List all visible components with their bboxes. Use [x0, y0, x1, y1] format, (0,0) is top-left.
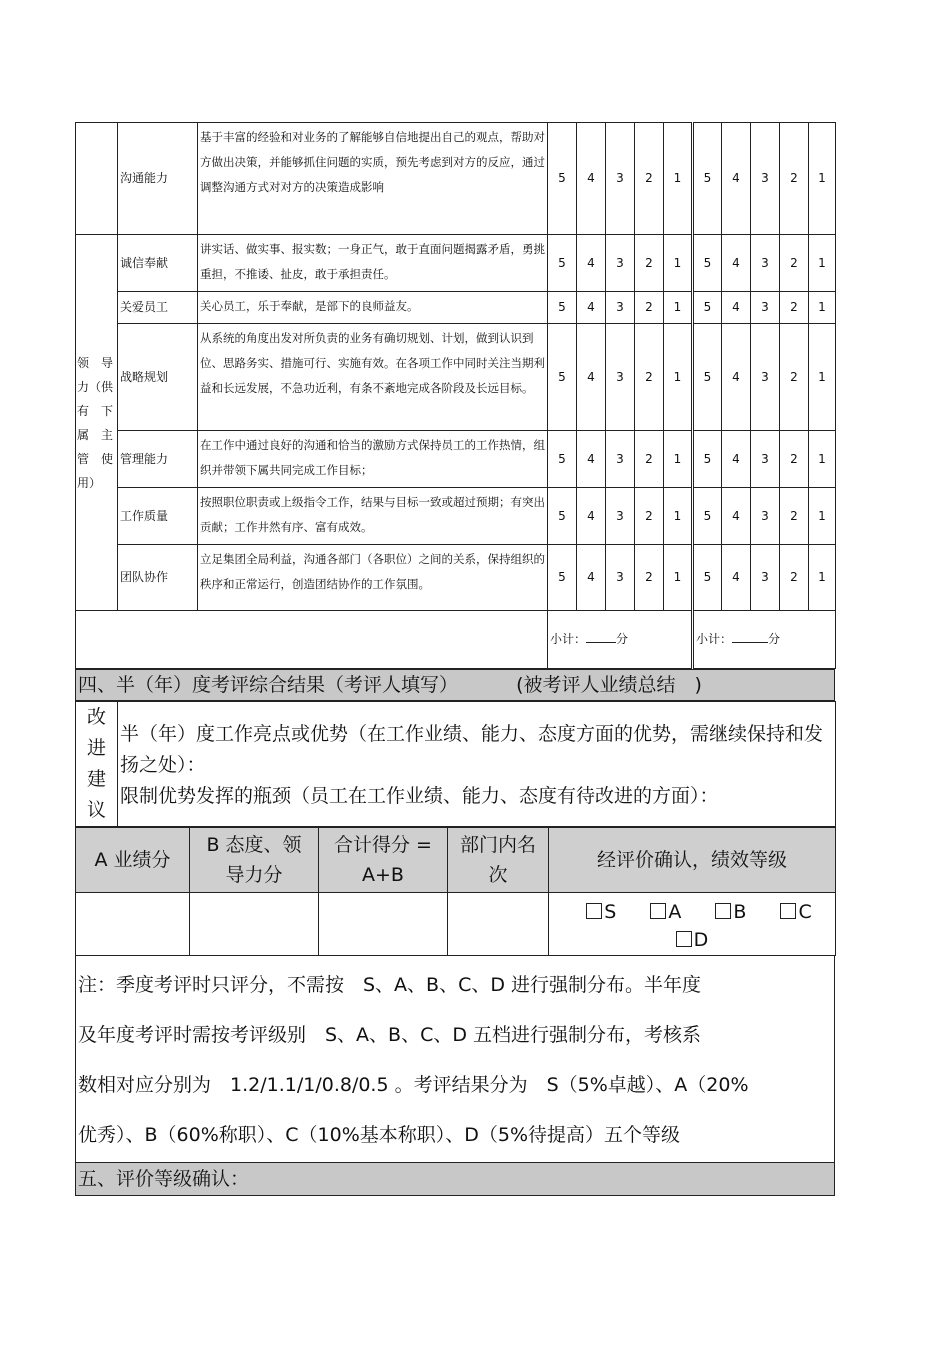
grade-label: S [604, 901, 617, 923]
subtotal-blank [76, 611, 548, 669]
subtotal-unit: 分 [768, 632, 781, 647]
blank-line[interactable] [586, 630, 616, 643]
score-option[interactable]: 5 [548, 235, 577, 292]
checkbox[interactable] [780, 903, 796, 919]
category-line: 领 导 [77, 355, 114, 370]
rating-row [76, 235, 836, 292]
score-option[interactable]: 2 [780, 292, 809, 324]
score-option[interactable]: 2 [635, 235, 664, 292]
category-leadership [76, 235, 118, 611]
section4-title [75, 669, 835, 701]
score-option[interactable]: 5 [693, 235, 722, 292]
score-option[interactable]: 1 [664, 292, 693, 324]
score-option[interactable]: 5 [548, 292, 577, 324]
score-option[interactable]: 4 [577, 488, 606, 545]
subtotal-unit: 分 [616, 632, 629, 647]
score-option[interactable]: 5 [693, 324, 722, 431]
score-option[interactable]: 5 [693, 292, 722, 324]
score-option[interactable]: 4 [722, 123, 751, 235]
score-option[interactable]: 3 [751, 431, 780, 488]
score-option[interactable]: 3 [606, 488, 635, 545]
criterion-description: 讲实话、做实事、报实数；一身正气，敢于直面问题揭露矛盾，勇挑重担，不推诿、扯皮，敢于承担责任。 [198, 235, 548, 292]
criterion-description: 在工作中通过良好的沟通和恰当的激励方式保持员工的工作热情，组织并带领下属共同完成工作目标； [198, 431, 548, 488]
criterion-name: 工作质量 [118, 488, 198, 545]
score-option[interactable]: 3 [606, 292, 635, 324]
score-option[interactable]: 1 [809, 292, 836, 324]
improve-text-cell[interactable] [118, 702, 836, 827]
score-option[interactable]: 3 [606, 431, 635, 488]
bottleneck-text: 限制优势发挥的瓶颈（员工在工作业绩、能力、态度有待改进的方面）： [120, 785, 719, 807]
score-option[interactable]: 1 [809, 324, 836, 431]
checkbox[interactable] [715, 903, 731, 919]
section5-title: 五、评价等级确认： [75, 1163, 835, 1196]
score-option[interactable]: 1 [664, 235, 693, 292]
subtotal-self[interactable] [548, 611, 693, 669]
checkbox[interactable] [676, 931, 692, 947]
subtotal-label: 小计： [696, 632, 733, 647]
criterion-name: 诚信奉献 [118, 235, 198, 292]
score-option[interactable]: 4 [722, 292, 751, 324]
checkbox[interactable] [586, 903, 602, 919]
category-line: 用） [77, 475, 102, 490]
score-option[interactable]: 5 [693, 431, 722, 488]
grade-option-s[interactable] [586, 901, 616, 923]
score-option[interactable]: 3 [751, 292, 780, 324]
criterion-name: 关爱员工 [118, 292, 198, 324]
subtotal-label: 小计： [550, 632, 587, 647]
improve-label-char: 改 [86, 706, 106, 728]
rating-row [76, 324, 836, 431]
grade-label: D [693, 929, 709, 951]
score-option[interactable]: 3 [606, 545, 635, 611]
note-line: 注：季度考评时只评分，不需按 S、A、B、C、D 进行强制分布。半年度 [78, 974, 702, 996]
score-option[interactable]: 4 [577, 292, 606, 324]
score-option[interactable]: 4 [577, 235, 606, 292]
score-option[interactable]: 2 [780, 545, 809, 611]
blank-line[interactable] [732, 630, 768, 643]
score-option[interactable]: 1 [809, 235, 836, 292]
score-option[interactable]: 4 [722, 488, 751, 545]
score-option[interactable]: 2 [635, 123, 664, 235]
rating-row [76, 123, 836, 235]
score-option[interactable]: 2 [635, 488, 664, 545]
criterion-description: 按照职位职责或上级指令工作，结果与目标一致或超过预期；有突出贡献；工作井然有序、富有成效。 [198, 488, 548, 545]
category-line: 属 主 [77, 427, 114, 442]
header-grade: 经评价确认，绩效等级 [549, 828, 836, 893]
rating-row [76, 292, 836, 324]
score-option[interactable]: 2 [780, 324, 809, 431]
score-option[interactable]: 2 [780, 431, 809, 488]
score-option[interactable]: 1 [664, 324, 693, 431]
improve-label-char: 议 [86, 799, 106, 821]
subtotal-row [76, 611, 836, 669]
improve-label-char: 进 [86, 737, 106, 759]
score-option[interactable]: 2 [635, 292, 664, 324]
rank-field[interactable] [448, 893, 549, 956]
score-option[interactable]: 4 [577, 324, 606, 431]
section4-title-extra: (被考评人业绩总结 ) [516, 674, 702, 696]
total-field[interactable] [319, 893, 448, 956]
score-option[interactable]: 2 [635, 324, 664, 431]
grade-label: A [668, 901, 682, 923]
score-option[interactable]: 5 [548, 488, 577, 545]
score-option[interactable]: 5 [693, 123, 722, 235]
category-line: 管 使 [77, 451, 114, 466]
score-option[interactable]: 4 [577, 431, 606, 488]
score-option[interactable]: 4 [722, 431, 751, 488]
score-option[interactable]: 3 [751, 488, 780, 545]
score-option[interactable]: 4 [722, 545, 751, 611]
header-rank: 部门内名次 [448, 828, 549, 893]
score-option[interactable]: 4 [722, 235, 751, 292]
score-option[interactable]: 1 [664, 545, 693, 611]
score-option[interactable]: 2 [780, 123, 809, 235]
score-option[interactable]: 5 [548, 545, 577, 611]
grade-label: C [798, 901, 812, 923]
rating-table [75, 122, 836, 669]
grade-option-c[interactable] [780, 901, 811, 923]
score-option[interactable]: 5 [693, 488, 722, 545]
score-option[interactable]: 5 [548, 431, 577, 488]
grade-label: B [733, 901, 747, 923]
score-option[interactable]: 3 [606, 235, 635, 292]
improve-label [76, 702, 118, 827]
score-option[interactable]: 4 [577, 545, 606, 611]
b-score-field[interactable] [190, 893, 319, 956]
appraisal-form [75, 122, 835, 1196]
category-line: 力（供 [77, 379, 114, 394]
grade-option-b[interactable] [715, 901, 746, 923]
score-option[interactable]: 2 [780, 488, 809, 545]
criterion-name: 战略规划 [118, 324, 198, 431]
grading-note [75, 956, 835, 1163]
criterion-description: 关心员工，乐于奉献，是部下的良师益友。 [198, 292, 548, 324]
score-option[interactable]: 3 [751, 123, 780, 235]
a-score-field[interactable] [76, 893, 190, 956]
score-option[interactable]: 3 [751, 545, 780, 611]
score-option[interactable]: 1 [809, 431, 836, 488]
criterion-name: 沟通能力 [118, 123, 198, 235]
score-option[interactable]: 1 [809, 488, 836, 545]
rating-row [76, 545, 836, 611]
score-option[interactable]: 5 [548, 123, 577, 235]
score-option[interactable]: 3 [606, 123, 635, 235]
score-option[interactable]: 1 [809, 545, 836, 611]
score-option[interactable]: 2 [780, 235, 809, 292]
criterion-name: 管理能力 [118, 431, 198, 488]
score-option[interactable]: 5 [693, 545, 722, 611]
score-option[interactable]: 3 [751, 235, 780, 292]
score-option[interactable]: 3 [606, 324, 635, 431]
criterion-description: 立足集团全局利益，沟通各部门（各职位）之间的关系，保持组织的秩序和正常运行，创造团结协作的工作氛围。 [198, 545, 548, 611]
note-line: 数相对应分别为 1.2/1.1/1/0.8/0.5 。考评结果分为 S（5%卓越）、A（20% [78, 1074, 749, 1096]
header-total: 合计得分 = A+B [319, 828, 448, 893]
rating-row [76, 431, 836, 488]
score-option[interactable]: 5 [548, 324, 577, 431]
category-line: 有 下 [77, 403, 114, 418]
section4-title-text: 四、半（年）度考评综合结果（考评人填写） [78, 674, 459, 696]
score-option[interactable]: 2 [635, 545, 664, 611]
criterion-description: 基于丰富的经验和对业务的了解能够自信地提出自己的观点，帮助对方做出决策，并能够抓住问题的实质，预先考虑到对方的反应，通过调整沟通方式对对方的决策造成影响 [198, 123, 548, 235]
grade-option-a[interactable] [650, 901, 681, 923]
subtotal-reviewer[interactable] [693, 611, 836, 669]
score-option[interactable]: 1 [809, 123, 836, 235]
grade-options [549, 893, 836, 956]
improve-label-char: 建 [86, 768, 106, 790]
score-option[interactable]: 1 [664, 431, 693, 488]
highlights-text: 半（年）度工作亮点或优势（在工作业绩、能力、态度方面的优势，需继续保持和发扬之处）： [120, 723, 824, 776]
header-a-score: A 业绩分 [76, 828, 190, 893]
grade-option-d[interactable] [676, 929, 709, 951]
checkbox[interactable] [650, 903, 666, 919]
score-option[interactable]: 4 [577, 123, 606, 235]
criterion-name: 团队协作 [118, 545, 198, 611]
note-line: 优秀）、B（60%称职）、C（10%基本称职）、D（5%待提高）五个等级 [78, 1124, 681, 1146]
note-line: 及年度考评时需按考评级别 S、A、B、C、D 五档进行强制分布，考核系 [78, 1024, 702, 1046]
summary-table [75, 827, 836, 956]
criterion-description: 从系统的角度出发对所负责的业务有确切规划、计划，做到认识到位、思路务实、措施可行、实施有效。在各项工作中同时关注当期利益和长远发展，不急功近利，有条不紊地完成各阶段及长远目标。 [198, 324, 548, 431]
rating-row [76, 488, 836, 545]
score-option[interactable]: 1 [664, 488, 693, 545]
score-option[interactable]: 4 [722, 324, 751, 431]
header-b-score: B 态度、领导力分 [190, 828, 319, 893]
category-cell [76, 123, 118, 235]
score-option[interactable]: 2 [635, 431, 664, 488]
improvement-table [75, 701, 836, 827]
score-option[interactable]: 1 [664, 123, 693, 235]
score-option[interactable]: 3 [751, 324, 780, 431]
